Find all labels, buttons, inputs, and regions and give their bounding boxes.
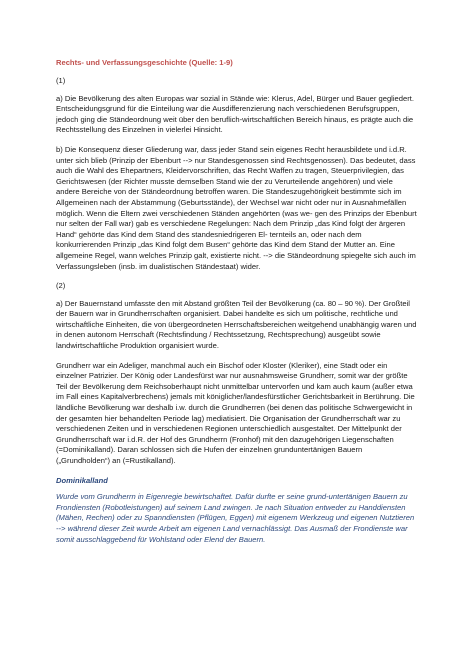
paragraph-2a: a) Der Bauernstand umfasste den mit Abstand größten Teil der Bevölkerung (ca. 80 – 90 %). Der Großteil der Bauern war in Grundherrschaften organisiert. Dabei handelte es sich um politische, rechtliche und wirtschaftliche Einheiten, die von übergeordneten Herrschaftsbereichen weitgehend unabhängig waren und in denen autonom Herrschaft (Rechtsfindung / Rechtssetzung, Rechtsprechung) ausgeübt sowie landwirtschaftliche Produktion organisiert wurde. <box>56 298 417 351</box>
paragraph-2b: Grundherr war ein Adeliger, manchmal auch ein Bischof oder Kloster (Kleriker), eine Stadt oder ein einzelner Patrizier. Der König oder Landesfürst war nur ausnahmsweise Grundherr, somit war der größte Teil der Bevölkerung dem Reichsoberhaupt nicht unmittelbar untervorfen und kam auch kaum (außer etwa im Fall eines Kapitalverbrechens) jemals mit königlicher/landesfürstlicher Gerichtsbarkeit in Berührung. Die ländliche Bevölkerung war deshalb i.w. durch die Grundherren (bei denen das politische Schwergewicht in der gesamten hier behandelten Periode lag) mediatisiert. Die Organisation der Grundherrschaft war zu verschiedenen Zeiten und in verschiedenen Regionen unterschiedlich ausgestaltet. Der Mittelpunkt der Grundherrschaft war i.d.R. der Hof des Grundherrn (Fronhof) mit den dazugehörigen Liegenschaften (=Dominikalland). Daran schlossen sich die Hufen der einzelnen grunduntertänigen Bauern („Grundholden“) an (=Rustikalland). <box>56 360 415 465</box>
section-1-label: (1) <box>56 76 66 85</box>
document-title: Rechts- und Verfassungsgeschichte (Quelle: 1-9) <box>56 58 233 67</box>
section-2-label: (2) <box>56 281 66 291</box>
paragraph-dominikalland: Wurde vom Grundherrn in Eigenregie bewirtschaftet. Dafür durfte er seine grund-untertänigen Bauern zu Frondiensten (Robotleistungen) auf seinem Land zwingen. Je nach Situation entweder zu Handdiensten (Mähen, Rechen) oder zu Spanndiensten (Pflügen, Eggen) mit eigenem Werkzeug und eigenen Nutztieren --> während dieser Zeit wurde Arbeit am eigenen Land vernachlässigt. Das Ausmaß der Frondienste war somit ausschlaggebend für Wohlstand oder Elend der Bauern. <box>56 492 415 544</box>
section-subheading: Dominikalland <box>56 475 108 485</box>
paragraph-1b: b) Die Konsequenz dieser Gliederung war, dass jeder Stand sein eigenes Recht herausbildete und i.d.R. unter sich blieb (Prinzip der Ebenburt --> nur Standesgenossen sind Rechtsgenossen). Das bedeutet, dass auch die Wahl des Ehepartners, Kleidervorschriften, das Recht Waffen zu tragen, Steuerprivilegien, das Gerichtswesen (der Richter musste demselben Stand wie der zu Verurteilende angehören) und viele andere Bereiche von der Ständeordnung betroffen waren. Die Standeszugehörigkeit bestimmte sich im Allgemeinen nach der Abstammung (Geburtsstände), der Wechsel war nicht oder nur in Ausnahmefällen möglich. Wenn die Eltern zwei verschiedenen Ständen angehörten (was we- gen des Prinzips der Ebenburt nur selten der Fall war) gab es verschiedene Regelungen: Nach dem Prinzip „das Kind folgt der ärgeren Hand“ gehörte das Kind dem Stand des standesniedrigeren El- ternteils an, oder nach dem konkurrierenden Prinzip „das Kind folgt dem Busen“ gehörte das Kind dem Stand der Mutter an. Eine allgemeine Regel, wann welches Prinzip galt, existierte nicht. --> die Ständeordnung spiegelte sich auch im Verfassungsleben (insb. im dualistischen Ständestaat) wider. <box>56 144 417 271</box>
paragraph-1a: a) Die Bevölkerung des alten Europas war sozial in Stände wie: Klerus, Adel, Bürger und Bauer gegliedert. Entscheidungsgrund für die Einteilung war die Ausdifferenzierung nach verschiedenen Berufsgruppen, jedoch ging die Ständeordnung weit über den beruflich-wirtschaftlichen Bereich hinaus, es prägte auch die Rechtsstellung des Einzelnen in vielerlei Hinsicht. <box>56 93 414 135</box>
